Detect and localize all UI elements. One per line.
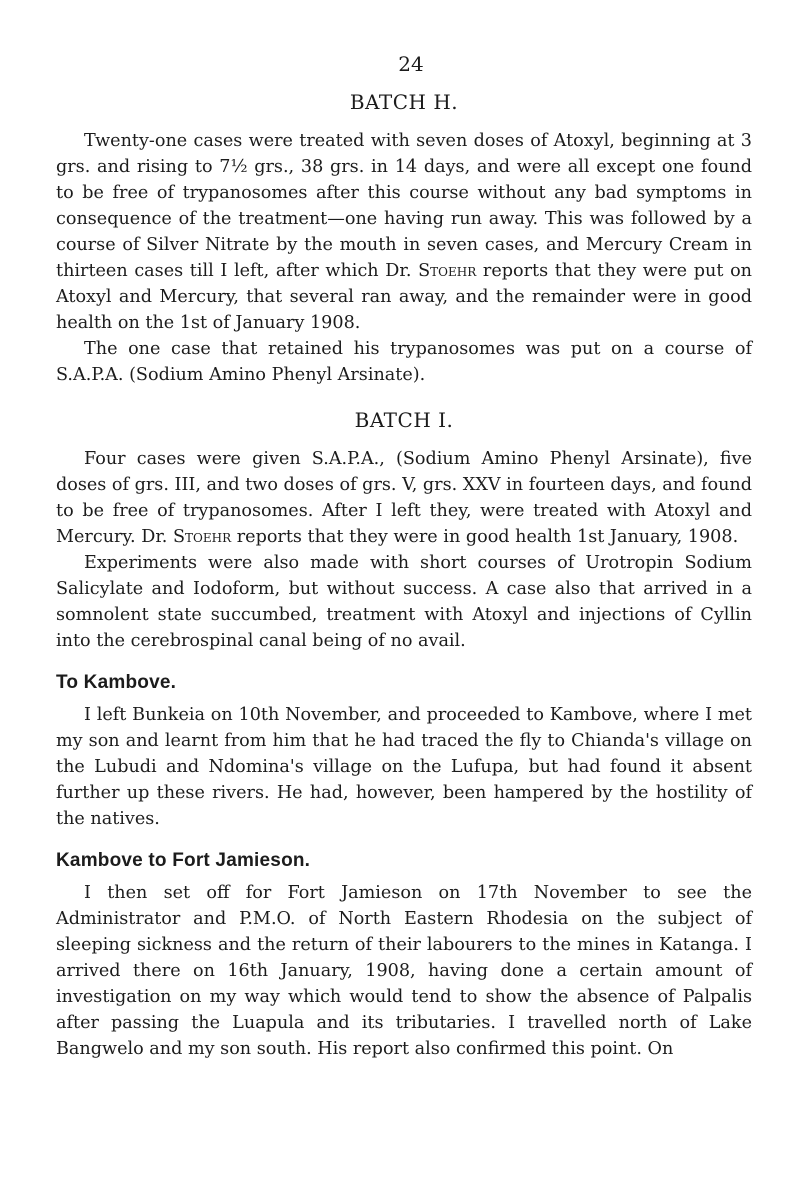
fort-jamieson-heading: Kambove to Fort Jamieson. [56,850,311,871]
batch-i-paragraph-2: Experiments were also made with short courses of Urotropin Sodium Salicylate and Iodoform, but without success. A case also that arrived in a somnolent state succumbed, treatment with Atoxyl and injections of Cyllin into the cerebrospinal canal being of no avail. [56,553,752,651]
batch-h-p1-text-b: reports that they were put on Atoxyl and Mercury, that several ran away, and the remainder were in good health on the 1st of January 1908. [56,261,752,333]
batch-h-heading: BATCH H. [349,90,459,114]
batch-i-section [56,408,752,654]
fort-jamieson-paragraph-1: I then set off for Fort Jamieson on 17th November to see the Administrator and P.M.O. of North Eastern Rhodesia on the subject of sleeping sickness and the return of their labourers to the mines in Katanga. I arrived there on 16th January, 1908, having done a certain amount of investigation on my way which would tend to show the absence of Palpalis after passing the Luapula and its tributaries. I travelled north of Lake Bangwelo and my son south. His report also confirmed this point. On [56,883,752,1059]
batch-h-paragraph-1 [56,128,752,336]
batch-i-p1-text-b: reports that they were in good health 1st January, 1908. [231,527,739,547]
batch-h-p1-text-a: Twenty-one cases were treated with seven doses of Atoxyl, beginning at 3 grs. and rising to 7½ grs., 38 grs. in 14 days, and were all except one found to be free of trypanosomes after this course without any bad symptoms in consequence of the treatment—one having run away. This was followed by a course of Silver Nitrate by the mouth in seven cases, and Mercury Cream in thirteen cases till I left, after which Dr. [56,131,752,281]
batch-h-section [56,90,752,388]
kambove-heading: To Kambove. [56,672,177,693]
batch-i-paragraph-1 [56,446,752,550]
kambove-section [56,672,752,832]
kambove-paragraph-1: I left Bunkeia on 10th November, and proceeded to Kambove, where I met my son and learnt from him that he had traced the fly to Chianda's village on the Lubudi and Ndomina's village on the Lufupa, but had found it absent further up these rivers. He had, however, been hampered by the hostility of the natives. [56,705,752,829]
page-number: 24 [398,52,424,76]
batch-i-heading: BATCH I. [354,408,454,432]
doctor-name: Stoehr [173,527,232,547]
section-spacer [56,388,752,408]
batch-i-p1-text-a: Four cases were given S.A.P.A., (Sodium Amino Phenyl Arsinate), five doses of grs. III, and two doses of grs. V, grs. XXV in fourteen days, and found to be free of trypanosomes. After I left they, were treated with Atoxyl and Mercury. Dr. [56,449,752,547]
document-page [56,52,752,1062]
batch-h-paragraph-2: The one case that retained his trypanosomes was put on a course of S.A.P.A. (Sodium Amino Phenyl Arsinate). [56,339,752,385]
fort-jamieson-section [56,850,752,1062]
doctor-name: Stoehr [418,261,477,281]
